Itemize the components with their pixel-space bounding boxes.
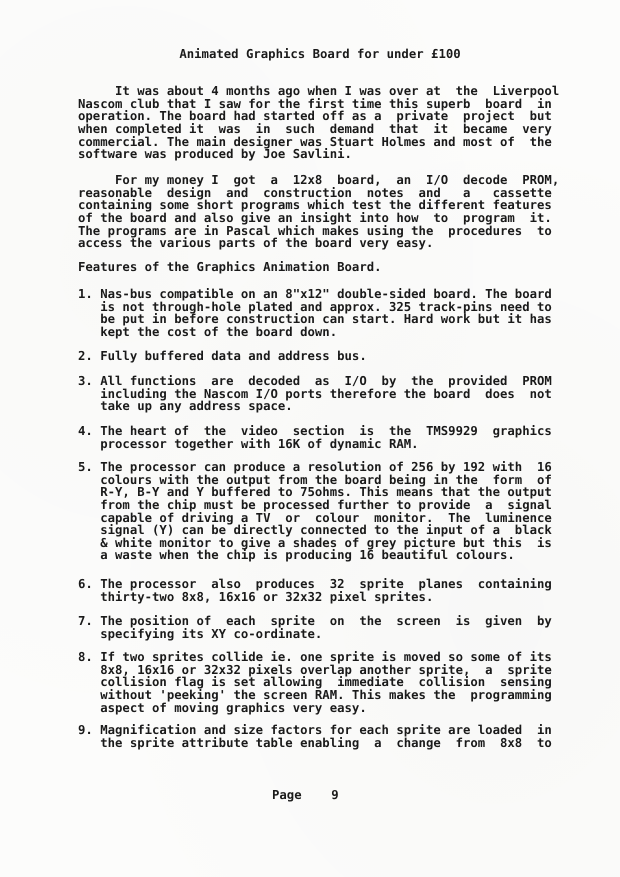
text-line: aspect of moving graphics very easy. — [78, 700, 367, 715]
text-line: access the various parts of the board very easy. — [78, 236, 434, 251]
text-line: take up any address space. — [78, 399, 293, 414]
text-line: a waste when the chip is producing 16 beautiful colours. — [78, 548, 515, 563]
text-line: capable of driving a TV or colour monitor. The luminence — [78, 510, 552, 525]
text-line: 8. If two sprites collide ie. one sprite is moved so some of its — [78, 650, 552, 664]
features-heading: Features of the Graphics Animation Board. — [78, 260, 382, 274]
text-line: It was about 4 months ago when I was over at the Liverpool — [78, 84, 560, 98]
feature-item-2 — [78, 350, 367, 363]
page-footer: Page 9 — [272, 788, 339, 802]
feature-item-9 — [78, 724, 552, 749]
text-line: without 'peeking' the screen RAM. This makes the programming — [78, 687, 552, 702]
feature-item-7 — [78, 615, 552, 640]
text-line: specifying its XY co-ordinate. — [78, 626, 323, 641]
text-line: the sprite attribute table enabling a change from 8x8 to — [78, 735, 552, 750]
text-line: For my money I got a 12x8 board, an I/O decode PROM, — [78, 173, 560, 187]
feature-item-1 — [78, 288, 552, 339]
text-line: signal (Y) can be directly connected to the input of a black — [78, 523, 552, 538]
text-line: colours with the output from the board being in the form of — [78, 472, 552, 487]
text-line: Nascom club that I saw for the first time this superb board in — [78, 96, 552, 111]
text-line: including the Nascom I/O ports therefore the board does not — [78, 386, 552, 401]
text-line: containing some short programs which test the different features — [78, 198, 552, 213]
text-line: 9. Magnification and size factors for each sprite are loaded in — [78, 723, 552, 737]
text-line: 6. The processor also produces 32 sprite planes containing — [78, 577, 552, 591]
intro-paragraph — [78, 85, 559, 161]
text-line: R-Y, B-Y and Y buffered to 75ohms. This means that the output — [78, 485, 552, 500]
text-line: be put in before construction can start. Hard work but it has — [78, 312, 552, 327]
text-line: software was produced by Joe Savlini. — [78, 147, 352, 162]
feature-item-8 — [78, 651, 552, 714]
text-line: 1. Nas-bus compatible on an 8"x12" double-sided board. The board — [78, 287, 552, 301]
text-line: processor together with 16K of dynamic RAM. — [78, 436, 419, 451]
feature-item-4 — [78, 425, 552, 450]
text-line: 5. The processor can produce a resolution of 256 by 192 with 16 — [78, 460, 552, 474]
text-line: 8x8, 16x16 or 32x32 pixels overlap another sprite, a sprite — [78, 662, 552, 677]
text-line: kept the cost of the board down. — [78, 324, 338, 339]
text-line: commercial. The main designer was Stuart Holmes and most of the — [78, 134, 552, 149]
feature-item-6 — [78, 578, 552, 603]
text-line: reasonable design and construction notes and a cassette — [78, 185, 552, 200]
text-line: 7. The position of each sprite on the screen is given by — [78, 614, 552, 628]
text-line: 2. Fully buffered data and address bus. — [78, 349, 367, 363]
text-line: operation. The board had started off as a private project but — [78, 109, 552, 124]
text-line: & white monitor to give a shades of grey picture but this is — [78, 535, 552, 550]
text-line: is not through-hole plated and approx. 325 track-pins need to — [78, 299, 552, 314]
package-paragraph — [78, 174, 559, 250]
feature-item-3 — [78, 375, 552, 413]
feature-item-5 — [78, 461, 552, 562]
text-line: The programs are in Pascal which makes using the procedures to — [78, 223, 552, 238]
text-line: collision flag is set allowing immediate collision sensing — [78, 675, 552, 690]
text-line: thirty-two 8x8, 16x16 or 32x32 pixel sprites. — [78, 589, 434, 604]
text-line: of the board and also give an insight into how to program it. — [78, 210, 552, 225]
text-line: from the chip must be processed further to provide a signal — [78, 497, 552, 512]
text-line: 3. All functions are decoded as I/O by the provided PROM — [78, 374, 552, 388]
text-line: when completed it was in such demand that it became very — [78, 121, 552, 136]
text-line: 4. The heart of the video section is the TMS9929 graphics — [78, 424, 552, 438]
page-title: Animated Graphics Board for under £100 — [179, 47, 461, 61]
